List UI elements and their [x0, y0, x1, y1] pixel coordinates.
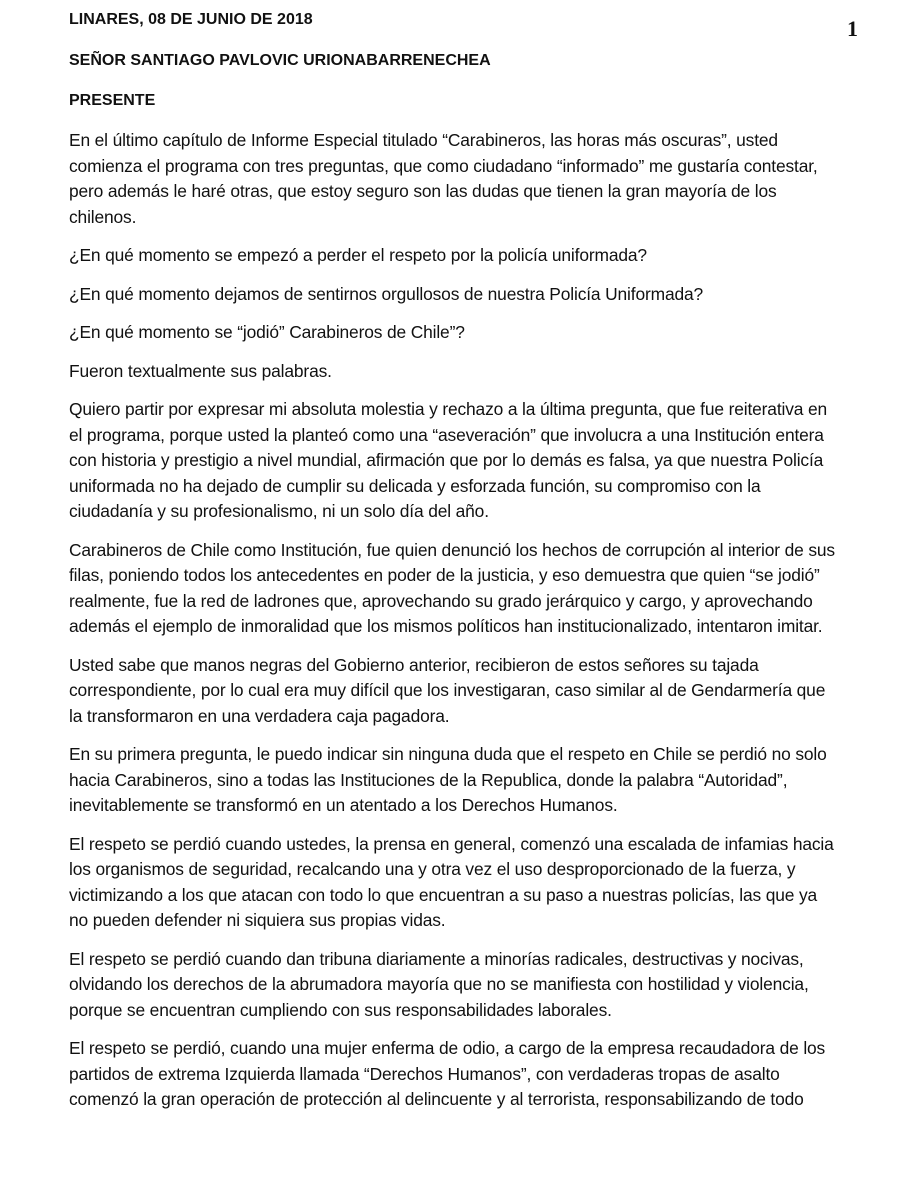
- paragraph-6: Quiero partir por expresar mi absoluta molestia y rechazo a la última pregunta, que fue reiterativa en el programa, porque usted la planteó como una “aseveración” que involucra a una Institución entera con historia y prestigio a nivel mundial, afirmación que por lo demás es falsa, ya que nuestra Policía uniformada no ha dejado de cumplir su delicada y esforzada función, su compromiso con la ciudadanía y su profesionalismo, ni un solo día del año.: [69, 399, 828, 521]
- paragraph-5: Fueron textualmente sus palabras.: [69, 360, 332, 381]
- paragraph-7: Carabineros de Chile como Institución, fue quien denunció los hechos de corrupción al interior de sus filas, poniendo todos los antecedentes en poder de la justicia, y eso demuestra que quien “se jodió” realmente, fue la red de ladrones que, aprovechando su grado jerárquico y cargo, y aprovechando además el ejemplo de inmoralidad que los mismos políticos han institucionalizado, intentaron imitar.: [69, 539, 835, 636]
- recipient-line: SEÑOR SANTIAGO PAVLOVIC URIONABARRENECHEA: [69, 52, 491, 69]
- greeting-line: PRESENTE: [69, 92, 156, 109]
- paragraph-10: El respeto se perdió cuando ustedes, la prensa en general, comenzó una escalada de infamias hacia los organismos de seguridad, recalcando una y otra vez el uso desproporcionado de la fuerza, y victimizando a los que atacan con todo lo que encuentran a su paso a nuestras policías, las que ya no pueden defender ni siquiera sus propias vidas.: [69, 833, 834, 930]
- paragraph-3: ¿En qué momento dejamos de sentirnos orgullosos de nuestra Policía Uniformada?: [69, 283, 704, 304]
- paragraph-2: ¿En qué momento se empezó a perder el respeto por la policía uniformada?: [69, 245, 647, 265]
- paragraph-8: Usted sabe que manos negras del Gobierno anterior, recibieron de estos señores su tajada correspondiente, por lo cual era muy difícil que los investigaran, caso similar al de Gendarmería que la transformaron en una verdadera caja pagadora.: [69, 654, 826, 726]
- date-line: LINARES, 08 DE JUNIO DE 2018: [69, 11, 313, 28]
- page-number: 1: [847, 16, 858, 41]
- paragraph-4: ¿En qué momento se “jodió” Carabineros de Chile”?: [69, 322, 465, 342]
- paragraph-9: En su primera pregunta, le puedo indicar sin ninguna duda que el respeto en Chile se perdió no solo hacia Carabineros, sino a todas las Instituciones de la Republica, donde la palabra “Autoridad”, inevitablemente se transformó en un atentado a los Derechos Humanos.: [69, 744, 827, 815]
- paragraph-12: El respeto se perdió, cuando una mujer enferma de odio, a cargo de la empresa recaudadora de los partidos de extrema Izquierda llamada “Derechos Humanos”, con verdaderas tropas de asalto comenzó la gran operación de protección al delincuente y al terrorista, responsabilizando de todo: [69, 1038, 826, 1109]
- paragraph-11: El respeto se perdió cuando dan tribuna diariamente a minorías radicales, destructivas y nocivas, olvidando los derechos de la abrumadora mayoría que no se manifiesta con hostilidad y violencia, porque se encuentran cumpliendo con sus responsabilidades laborales.: [69, 948, 809, 1020]
- paragraph-1: En el último capítulo de Informe Especial titulado “Carabineros, las horas más oscuras”, usted comienza el programa con tres preguntas, que como ciudadano “informado” me gustaría contestar, pero además le haré otras, que estoy seguro son las dudas que tienen la gran mayoría de los chilenos.: [69, 130, 818, 227]
- letter-body: [69, 128, 839, 1126]
